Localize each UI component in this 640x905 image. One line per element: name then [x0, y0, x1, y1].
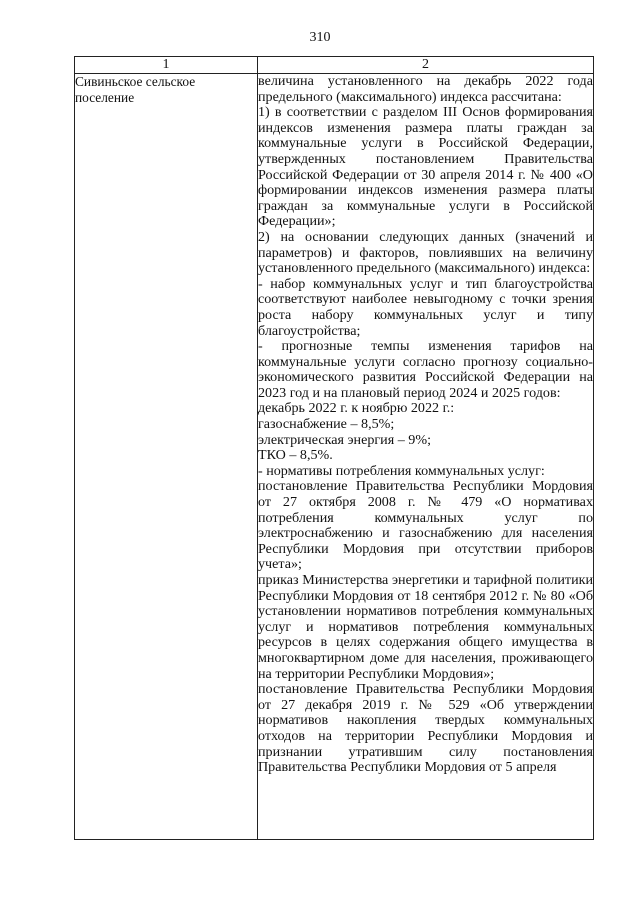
column-header-1: 1 — [75, 57, 258, 74]
paragraph-gas: газоснабжение – 8,5%; — [258, 416, 395, 433]
paragraph-order-80: приказ Министерства энергетики и тарифной политики Республики Мордовия от 18 сентября 2012 г. № 80 «Об установлении нормативов потребления коммунальных услуг и нормативов потребления коммунальных ресурсов в целях содержания общего имущества в многоквартирном доме для населения, проживающего на территории Республики Мордовия»; — [258, 572, 593, 682]
paragraph-tariff-forecast: - прогнозные темпы изменения тарифов на коммунальные услуги согласно прогнозу социально-экономического развития Российской Федерации на 2023 год и на плановый период 2024 и 2025 годов: — [258, 338, 593, 401]
paragraph-resolution-479: постановление Правительства Республики Мордовия от 27 октября 2008 г. № 479 «О нормативах потребления коммунальных услуг по электроснабжению и газоснабжению для населения Республики Мордовия при отсутствии приборов учета»; — [258, 478, 593, 573]
page-number: 310 — [309, 30, 331, 45]
paragraph-resolution-529: постановление Правительства Республики Мордовия от 27 декабря 2019 г. № 529 «Об утверждении нормативов накопления твердых коммунальных отходов на территории Республики Мордовия и признании утратившим силу постановления Правительства Республики Мордовия от 5 апреля — [258, 681, 593, 776]
settlement-name: Сивиньское сельское поселение — [75, 74, 258, 840]
paragraph-item-1: 1) в соответствии с разделом III Основ формирования индексов изменения размера платы граждан за коммунальные услуги в Российской Федерации, утвержденных постановлением Правительства Российской Федерации от 30 апреля 2014 г. № 400 «О формировании индексов изменения размера платы граждан за коммунальные услуги в Российской Федерации»; — [258, 104, 593, 230]
column-header-2: 2 — [258, 57, 594, 74]
paragraph-tko: ТКО – 8,5%. — [258, 447, 333, 464]
table-header-row — [75, 57, 594, 74]
paragraph-item-2: 2) на основании следующих данных (значений и параметров) и факторов, повлиявших на величину установленного предельного (максимального) индекса: — [258, 228, 593, 277]
index-description — [258, 74, 594, 840]
table-row — [75, 74, 594, 840]
paragraph-electricity: электрическая энергия – 9%; — [258, 431, 432, 448]
paragraph-norms-heading: - нормативы потребления коммунальных услуг: — [258, 462, 545, 479]
paragraph-services-set: - набор коммунальных услуг и тип благоустройства соответствуют наиболее невыгодному с точки зрения роста набору коммунальных услуг и типу благоустройства; — [258, 275, 593, 339]
paragraph-period: декабрь 2022 г. к ноябрю 2022 г.: — [258, 400, 455, 417]
settlement-index-table — [74, 56, 594, 840]
paragraph-intro: величина установленного на декабрь 2022 года предельного (максимального) индекса рассчитана: — [258, 73, 593, 105]
